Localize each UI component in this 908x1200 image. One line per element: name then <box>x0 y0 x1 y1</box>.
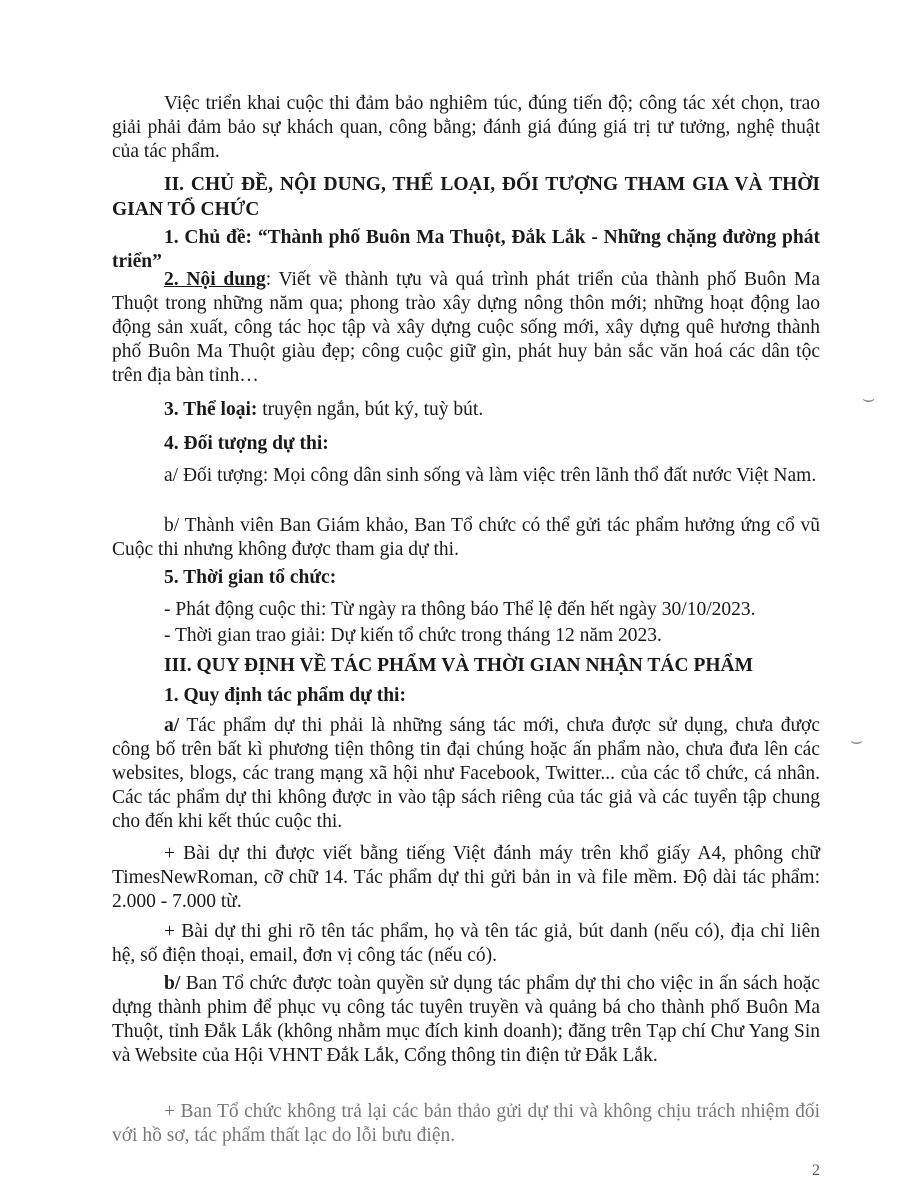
item-3-1a-text: Tác phẩm dự thi phải là những sáng tác mới, chưa được sử dụng, chưa được công bố trên bất kì phương tiện thông tin đại chúng hoặc ấn phẩm nào, chưa đưa lên các websites, blogs, các trang mạng xã hội như Facebook, Twitter... của các tổ chức, cá nhân. Các tác phẩm dự thi không được in vào tập sách riêng của tác giả và các tuyển tập chung cho đến khi kết thúc cuộc thi. <box>112 715 820 832</box>
scan-mark: ⌣ <box>850 730 864 752</box>
section-iii-heading: III. QUY ĐỊNH VỀ TÁC PHẨM VÀ THỜI GIAN NHẬN TÁC PHẨM <box>164 655 754 676</box>
item-2-2-content <box>112 268 820 388</box>
item-3-1a-plus-1: + Bài dự thi được viết bằng tiếng Việt đánh máy trên khổ giấy A4, phông chữ TimesNewRoman, cỡ chữ 14. Tác phẩm dự thi gửi bản in và file mềm. Độ dài tác phẩm: 2.000 - 7.000 từ. <box>112 843 820 912</box>
item-3-1b-plus-1: + Ban Tổ chức không trả lại các bản thảo gửi dự thi và không chịu trách nhiệm đối với hồ sơ, tác phẩm thất lạc do lỗi bưu điện. <box>112 1101 820 1146</box>
page-number: 2 <box>812 1162 820 1179</box>
item-2-1-theme: 1. Chủ đề: “Thành phố Buôn Ma Thuột, Đắk Lắk - Những chặng đường phát triển” <box>112 227 820 272</box>
item-2-2-label: 2. Nội dung <box>164 269 266 290</box>
item-2-3-label: 3. Thể loại: <box>164 399 258 420</box>
item-3-1a <box>112 714 820 834</box>
item-2-3-text: truyện ngắn, bút ký, tuỳ bút. <box>257 399 484 420</box>
item-3-1-label: 1. Quy định tác phẩm dự thi: <box>164 685 406 706</box>
item-3-1b-text: Ban Tổ chức được toàn quyền sử dụng tác phẩm dự thi cho việc in ấn sách hoặc dựng thành phim để phục vụ công tác tuyên truyền và quảng bá cho thành phố Buôn Ma Thuột, tỉnh Đắk Lắk (không nhằm mục đích kinh doanh); đăng trên Tạp chí Chư Yang Sin và Website của Hội VHNT Đắk Lắk, Cổng thông tin điện tử Đắk Lắk. <box>112 973 820 1066</box>
item-2-4-label: 4. Đối tượng dự thi: <box>164 433 329 454</box>
item-2-5a: - Phát động cuộc thi: Từ ngày ra thông báo Thể lệ đến hết ngày 30/10/2023. <box>164 599 756 620</box>
item-3-1b <box>112 972 820 1068</box>
item-2-3-genre <box>112 398 820 422</box>
item-3-1a-label: a/ <box>164 715 180 736</box>
scan-mark: ⌣ <box>862 388 876 410</box>
item-3-1b-label: b/ <box>164 973 181 994</box>
item-2-2-text: : Viết về thành tựu và quá trình phát triển của thành phố Buôn Ma Thuột trong những năm qua; phong trào xây dựng nông thôn mới; những hoạt động lao động sản xuất, công tác học tập và xây dựng cuộc sống mới, xây dựng quê hương thành phố Buôn Ma Thuột giàu đẹp; công cuộc giữ gìn, phát huy bản sắc văn hoá các dân tộc trên địa bàn tỉnh… <box>112 269 820 386</box>
item-3-1a-plus-2: + Bài dự thi ghi rõ tên tác phẩm, họ và tên tác giả, bút danh (nếu có), địa chỉ liên hệ, số điện thoại, email, đơn vị công tác (nếu có). <box>112 921 820 966</box>
intro-paragraph: Việc triển khai cuộc thi đảm bảo nghiêm túc, đúng tiến độ; công tác xét chọn, trao giải phải đảm bảo sự khách quan, công bằng; đánh giá đúng giá trị tư tưởng, nghệ thuật của tác phẩm. <box>112 93 820 162</box>
section-ii-heading: II. CHỦ ĐỀ, NỘI DUNG, THỂ LOẠI, ĐỐI TƯỢNG THAM GIA VÀ THỜI GIAN TỔ CHỨC <box>112 174 820 220</box>
item-2-4a: a/ Đối tượng: Mọi công dân sinh sống và làm việc trên lãnh thổ đất nước Việt Nam. <box>164 465 817 486</box>
item-2-5-label: 5. Thời gian tổ chức: <box>164 567 337 588</box>
item-2-5b: - Thời gian trao giải: Dự kiến tổ chức trong tháng 12 năm 2023. <box>164 625 662 646</box>
item-2-4b: b/ Thành viên Ban Giám khảo, Ban Tổ chức có thể gửi tác phẩm hưởng ứng cổ vũ Cuộc thi nhưng không được tham gia dự thi. <box>112 515 820 560</box>
